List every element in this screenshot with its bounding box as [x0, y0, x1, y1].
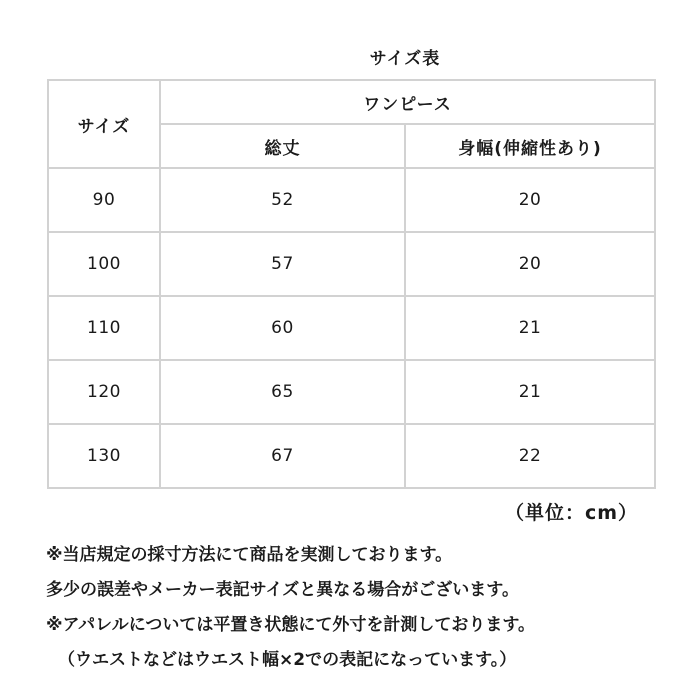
unit-label: （単位：cm） [504, 502, 638, 524]
length-cell: 52 [160, 168, 405, 232]
width-header: 身幅(伸縮性あり) [405, 124, 655, 168]
table-row [48, 296, 655, 360]
length-cell: 67 [160, 424, 405, 488]
table-row [48, 232, 655, 296]
note-line: ※アパレルについては平置き状態にて外寸を計測しております。 [46, 615, 536, 635]
size-table [47, 79, 656, 489]
chart-title: サイズ表 [369, 49, 441, 69]
table-row [48, 168, 655, 232]
notes-block [46, 538, 686, 678]
size-cell: 110 [48, 296, 160, 360]
table-row [48, 360, 655, 424]
width-cell: 20 [405, 168, 655, 232]
note-line: （ウエストなどはウエスト幅×2での表記になっています。） [58, 650, 517, 670]
width-cell: 21 [405, 360, 655, 424]
length-cell: 65 [160, 360, 405, 424]
length-cell: 57 [160, 232, 405, 296]
dress-group-header: ワンピース [160, 80, 655, 124]
length-header: 総丈 [160, 124, 405, 168]
note-line: ※当店規定の採寸方法にて商品を実測しております。 [46, 545, 453, 565]
size-cell: 130 [48, 424, 160, 488]
header-row-group [48, 80, 655, 124]
width-cell: 21 [405, 296, 655, 360]
size-cell: 90 [48, 168, 160, 232]
table-row [48, 424, 655, 488]
length-cell: 60 [160, 296, 405, 360]
size-header: サイズ [48, 80, 160, 168]
size-cell: 100 [48, 232, 160, 296]
size-cell: 120 [48, 360, 160, 424]
width-cell: 20 [405, 232, 655, 296]
note-line: 多少の誤差やメーカー表記サイズと異なる場合がございます。 [46, 580, 519, 600]
width-cell: 22 [405, 424, 655, 488]
